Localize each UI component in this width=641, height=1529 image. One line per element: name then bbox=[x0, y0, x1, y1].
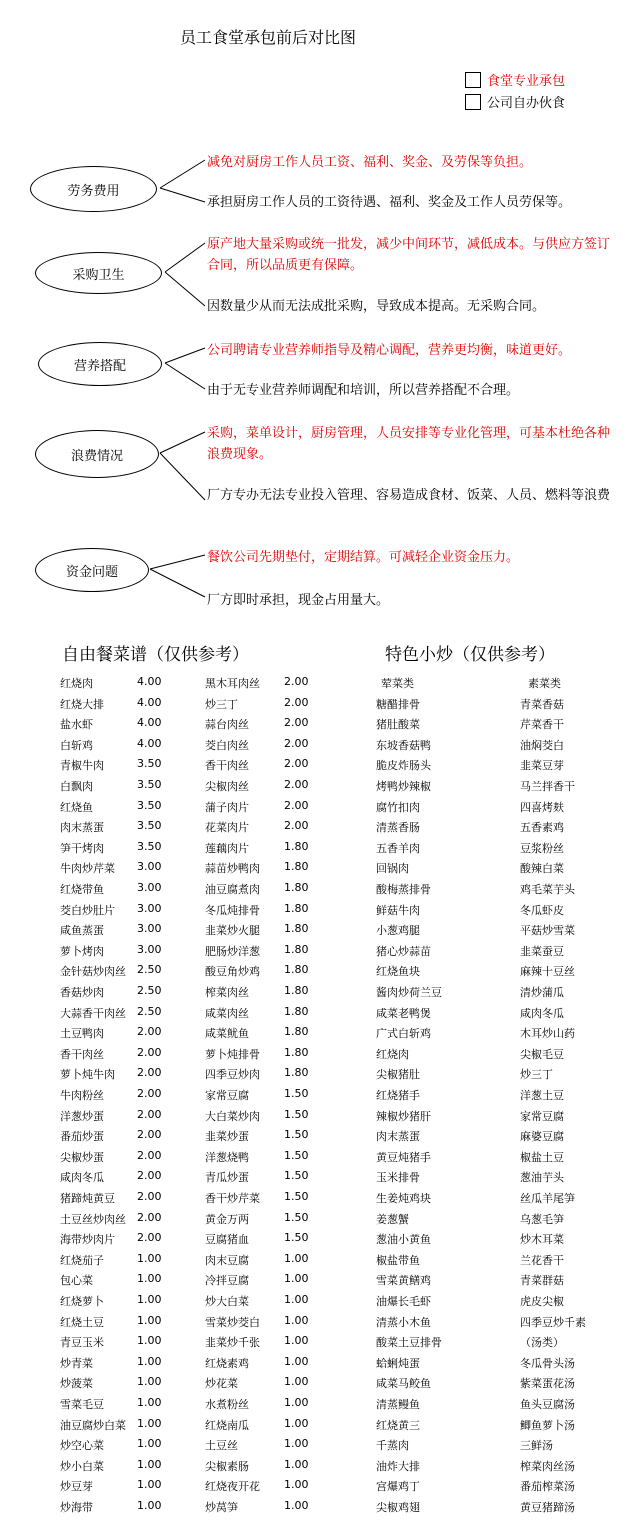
special-meat-item: 蛤蜊炖蛋 bbox=[376, 1357, 420, 1370]
menu-item-price: 1.00 bbox=[284, 1437, 309, 1450]
menu-item-name: 香菇炒肉 bbox=[60, 986, 104, 999]
menu-item-name: 牛肉炒芹菜 bbox=[60, 862, 115, 875]
special-meat-item: 咸菜老鸭煲 bbox=[376, 1007, 431, 1020]
menu-item-name: 红烧土豆 bbox=[60, 1316, 104, 1329]
special-meat-item: 猪心炒蒜苗 bbox=[376, 945, 431, 958]
menu-item-name: 花菜肉片 bbox=[205, 821, 249, 834]
special-veg-item: 四喜烤麸 bbox=[520, 801, 564, 814]
menu-item-name: 炒小白菜 bbox=[60, 1460, 104, 1473]
menu-item-name: 大蒜香干肉丝 bbox=[60, 1007, 126, 1020]
special-meat-item: 葱油小黄鱼 bbox=[376, 1233, 431, 1246]
menu-title: 自由餐菜谱（仅供参考） bbox=[62, 645, 249, 665]
menu-item-price: 2.00 bbox=[284, 675, 309, 688]
menu-item-name: 萝卜炖排骨 bbox=[205, 1048, 260, 1061]
menu-item-price: 1.80 bbox=[284, 860, 309, 873]
menu-item-price: 1.00 bbox=[284, 1458, 309, 1471]
menu-item-price: 2.00 bbox=[284, 696, 309, 709]
meat-header: 荤菜类 bbox=[381, 677, 414, 690]
menu-item-name: 蒲子肉片 bbox=[205, 801, 249, 814]
menu-item-price: 1.50 bbox=[284, 1169, 309, 1182]
menu-item-name: 红烧夜开花 bbox=[205, 1480, 260, 1493]
menu-item-price: 3.00 bbox=[137, 881, 162, 894]
menu-item-price: 1.80 bbox=[284, 1025, 309, 1038]
special-meat-item: 红烧黄三 bbox=[376, 1419, 420, 1432]
special-meat-item: 雪菜黄鳝鸡 bbox=[376, 1274, 431, 1287]
menu-item-name: 肉末蒸蛋 bbox=[60, 821, 104, 834]
topic-oval bbox=[35, 430, 159, 478]
menu-item-name: 炒海带 bbox=[60, 1501, 93, 1514]
special-veg-item: 紫菜蛋花汤 bbox=[520, 1377, 575, 1390]
menu-item-price: 4.00 bbox=[137, 737, 162, 750]
menu-item-name: 咸菜鱿鱼 bbox=[205, 1027, 249, 1040]
menu-item-name: 韭菜炒蛋 bbox=[205, 1130, 249, 1143]
special-veg-item: 榨菜肉丝汤 bbox=[520, 1460, 575, 1473]
special-veg-item: 清炒蒲瓜 bbox=[520, 986, 564, 999]
menu-item-name: 炒莴笋 bbox=[205, 1501, 238, 1514]
menu-item-price: 1.00 bbox=[284, 1252, 309, 1265]
special-title: 特色小炒（仅供参考） bbox=[385, 645, 555, 665]
special-meat-item: 红烧猪手 bbox=[376, 1089, 420, 1102]
special-meat-item: 五香羊肉 bbox=[376, 842, 420, 855]
special-veg-item: （汤类） bbox=[520, 1336, 564, 1349]
menu-item-price: 1.50 bbox=[284, 1128, 309, 1141]
menu-item-price: 3.50 bbox=[137, 799, 162, 812]
special-veg-item: 炒三丁 bbox=[520, 1068, 553, 1081]
menu-item-price: 1.00 bbox=[137, 1334, 162, 1347]
menu-item-name: 榨菜肉丝 bbox=[205, 986, 249, 999]
menu-item-name: 茭白炒肚片 bbox=[60, 904, 115, 917]
menu-item-price: 3.50 bbox=[137, 819, 162, 832]
special-veg-item: 兰花香干 bbox=[520, 1254, 564, 1267]
special-veg-item: 葱油芋头 bbox=[520, 1171, 564, 1184]
special-meat-item: 肉末蒸蛋 bbox=[376, 1130, 420, 1143]
menu-item-name: 青豆玉米 bbox=[60, 1336, 104, 1349]
menu-item-price: 2.50 bbox=[137, 1005, 162, 1018]
menu-item-name: 油豆腐煮肉 bbox=[205, 883, 260, 896]
special-meat-item: 姜葱蟹 bbox=[376, 1213, 409, 1226]
menu-item-name: 红烧茄子 bbox=[60, 1254, 104, 1267]
menu-item-name: 土豆丝炒肉丝 bbox=[60, 1213, 126, 1226]
special-veg-item: 马兰拌香干 bbox=[520, 780, 575, 793]
menu-item-price: 2.00 bbox=[284, 716, 309, 729]
menu-item-price: 1.80 bbox=[284, 840, 309, 853]
menu-item-price: 2.00 bbox=[284, 757, 309, 770]
menu-item-price: 2.50 bbox=[137, 984, 162, 997]
special-meat-item: 猪肚酸菜 bbox=[376, 718, 420, 731]
special-meat-item: 油炸大排 bbox=[376, 1460, 420, 1473]
menu-item-name: 香干肉丝 bbox=[205, 759, 249, 772]
menu-item-price: 3.50 bbox=[137, 778, 162, 791]
menu-item-name: 番茄炒蛋 bbox=[60, 1130, 104, 1143]
special-meat-item: 清蒸小木鱼 bbox=[376, 1316, 431, 1329]
black-connector bbox=[160, 188, 205, 202]
menu-item-name: 包心菜 bbox=[60, 1274, 93, 1287]
special-veg-item: 鱼头豆腐汤 bbox=[520, 1398, 575, 1411]
menu-item-name: 肉末豆腐 bbox=[205, 1254, 249, 1267]
special-veg-item: 三鲜汤 bbox=[520, 1439, 553, 1452]
menu-item-price: 1.00 bbox=[137, 1458, 162, 1471]
self-description: 承担厨房工作人员的工资待遇、福利、奖金及工作人员劳保等。 bbox=[207, 195, 572, 210]
menu-item-name: 猪蹄炖黄豆 bbox=[60, 1192, 115, 1205]
menu-item-price: 1.00 bbox=[137, 1396, 162, 1409]
menu-item-name: 蒜台肉丝 bbox=[205, 718, 249, 731]
self-description: 厂方专办无法专业投入管理、容易造成食材、饭菜、人员、燃料等浪费 bbox=[207, 488, 611, 503]
menu-item-price: 1.00 bbox=[137, 1314, 162, 1327]
contract-description: 公司聘请专业营养师指导及精心调配，营养更均衡，味道更好。 bbox=[207, 343, 572, 358]
menu-item-name: 酸豆角炒鸡 bbox=[205, 965, 260, 978]
menu-item-price: 2.00 bbox=[284, 737, 309, 750]
red-connector bbox=[165, 243, 205, 272]
special-meat-item: 咸菜马鲛鱼 bbox=[376, 1377, 431, 1390]
special-veg-item: 黄豆猪蹄汤 bbox=[520, 1501, 575, 1514]
menu-item-name: 炒菠菜 bbox=[60, 1377, 93, 1390]
menu-item-name: 黄金万两 bbox=[205, 1213, 249, 1226]
contract-description: 减免对厨房工作人员工资、福利、奖金、及劳保等负担。 bbox=[207, 155, 533, 170]
menu-item-price: 1.80 bbox=[284, 963, 309, 976]
special-meat-item: 腐竹扣肉 bbox=[376, 801, 420, 814]
menu-item-name: 雪菜毛豆 bbox=[60, 1398, 104, 1411]
special-meat-item: 酱肉炒荷兰豆 bbox=[376, 986, 442, 999]
menu-item-name: 炒花菜 bbox=[205, 1377, 238, 1390]
special-meat-item: 小葱鸡腿 bbox=[376, 924, 420, 937]
special-meat-item: 红烧肉 bbox=[376, 1048, 409, 1061]
special-meat-item: 油爆长毛虾 bbox=[376, 1295, 431, 1308]
topic-oval bbox=[30, 166, 157, 212]
red-connector bbox=[160, 432, 205, 453]
topic-oval bbox=[35, 548, 149, 592]
menu-item-price: 2.00 bbox=[137, 1128, 162, 1141]
menu-item-name: 肥肠炒洋葱 bbox=[205, 945, 260, 958]
menu-item-name: 萝卜烤肉 bbox=[60, 945, 104, 958]
special-veg-item: 鲫鱼萝卜汤 bbox=[520, 1419, 575, 1432]
special-veg-item: 五香素鸡 bbox=[520, 821, 564, 834]
special-meat-item: 清蒸香肠 bbox=[376, 821, 420, 834]
special-veg-item: 平菇炒雪菜 bbox=[520, 924, 575, 937]
special-meat-item: 椒盐带鱼 bbox=[376, 1254, 420, 1267]
special-meat-item: 黄豆炖猪手 bbox=[376, 1151, 431, 1164]
menu-item-name: 红烧鱼 bbox=[60, 801, 93, 814]
special-veg-item: 虎皮尖椒 bbox=[520, 1295, 564, 1308]
menu-item-name: 炒豆芽 bbox=[60, 1480, 93, 1493]
menu-item-price: 2.00 bbox=[137, 1108, 162, 1121]
menu-item-price: 1.00 bbox=[284, 1334, 309, 1347]
menu-item-name: 茭白肉丝 bbox=[205, 739, 249, 752]
special-meat-item: 广式白斩鸡 bbox=[376, 1027, 431, 1040]
special-veg-item: 咸肉冬瓜 bbox=[520, 1007, 564, 1020]
special-veg-item: 豆浆粉丝 bbox=[520, 842, 564, 855]
menu-item-price: 3.00 bbox=[137, 943, 162, 956]
special-veg-item: 酸辣白菜 bbox=[520, 862, 564, 875]
menu-item-name: 青瓜炒蛋 bbox=[205, 1171, 249, 1184]
menu-item-price: 1.00 bbox=[284, 1293, 309, 1306]
special-veg-item: 麻辣十豆丝 bbox=[520, 965, 575, 978]
menu-item-price: 1.80 bbox=[284, 943, 309, 956]
menu-item-price: 1.50 bbox=[284, 1149, 309, 1162]
menu-item-name: 青椒牛肉 bbox=[60, 759, 104, 772]
menu-item-price: 2.00 bbox=[137, 1149, 162, 1162]
special-meat-item: 东坡香菇鸭 bbox=[376, 739, 431, 752]
special-veg-item: 番茄榨菜汤 bbox=[520, 1480, 575, 1493]
menu-item-price: 1.80 bbox=[284, 881, 309, 894]
menu-item-name: 白斩鸡 bbox=[60, 739, 93, 752]
special-veg-item: 洋葱土豆 bbox=[520, 1089, 564, 1102]
menu-item-price: 1.50 bbox=[284, 1087, 309, 1100]
menu-item-price: 1.00 bbox=[137, 1375, 162, 1388]
menu-item-price: 3.00 bbox=[137, 860, 162, 873]
menu-item-price: 2.00 bbox=[137, 1231, 162, 1244]
special-veg-item: 冬瓜骨头汤 bbox=[520, 1357, 575, 1370]
menu-item-price: 2.00 bbox=[284, 799, 309, 812]
menu-item-price: 2.00 bbox=[137, 1190, 162, 1203]
menu-item-price: 2.00 bbox=[284, 819, 309, 832]
menu-item-price: 4.00 bbox=[137, 696, 162, 709]
menu-item-price: 2.00 bbox=[137, 1211, 162, 1224]
special-veg-item: 炒木耳菜 bbox=[520, 1233, 564, 1246]
special-veg-item: 乌葱毛笋 bbox=[520, 1213, 564, 1226]
special-meat-item: 玉米排骨 bbox=[376, 1171, 420, 1184]
menu-item-name: 尖椒素肠 bbox=[205, 1460, 249, 1473]
menu-item-name: 土豆丝 bbox=[205, 1439, 238, 1452]
connector-lines bbox=[0, 0, 641, 640]
menu-item-price: 1.80 bbox=[284, 902, 309, 915]
special-veg-item: 韭菜蚕豆 bbox=[520, 945, 564, 958]
red-connector bbox=[165, 348, 205, 363]
menu-item-name: 大白菜炒肉 bbox=[205, 1110, 260, 1123]
menu-item-price: 2.50 bbox=[137, 963, 162, 976]
menu-item-price: 1.00 bbox=[137, 1293, 162, 1306]
self-description: 由于无专业营养师调配和培训，所以营养搭配不合理。 bbox=[207, 383, 520, 398]
special-meat-item: 鲜菇牛肉 bbox=[376, 904, 420, 917]
menu-item-price: 1.00 bbox=[284, 1417, 309, 1430]
menu-item-name: 金针菇炒肉丝 bbox=[60, 965, 126, 978]
menu-item-name: 炒三丁 bbox=[205, 698, 238, 711]
topic-label: 营养搭配 bbox=[73, 358, 126, 374]
menu-item-name: 水煮粉丝 bbox=[205, 1398, 249, 1411]
menu-item-name: 咸肉冬瓜 bbox=[60, 1171, 104, 1184]
special-meat-item: 回锅肉 bbox=[376, 862, 409, 875]
menu-item-price: 1.00 bbox=[284, 1375, 309, 1388]
menu-item-price: 1.00 bbox=[137, 1437, 162, 1450]
menu-item-price: 2.00 bbox=[137, 1046, 162, 1059]
special-meat-item: 尖椒鸡翅 bbox=[376, 1501, 420, 1514]
special-meat-item: 清蒸鳗鱼 bbox=[376, 1398, 420, 1411]
special-meat-item: 酸梅蒸排骨 bbox=[376, 883, 431, 896]
menu-item-name: 红烧肉 bbox=[60, 677, 93, 690]
menu-item-name: 炒青菜 bbox=[60, 1357, 93, 1370]
topic-label: 劳务费用 bbox=[67, 183, 120, 199]
special-meat-item: 脆皮炸肠头 bbox=[376, 759, 431, 772]
menu-item-price: 1.00 bbox=[137, 1355, 162, 1368]
special-veg-item: 麻婆豆腐 bbox=[520, 1130, 564, 1143]
menu-item-price: 1.00 bbox=[284, 1396, 309, 1409]
menu-item-name: 四季豆炒肉 bbox=[205, 1068, 260, 1081]
menu-item-name: 炒空心菜 bbox=[60, 1439, 104, 1452]
menu-item-name: 红烧南瓜 bbox=[205, 1419, 249, 1432]
menu-item-price: 1.00 bbox=[284, 1314, 309, 1327]
special-meat-item: 烤鸭炒辣椒 bbox=[376, 780, 431, 793]
menu-item-name: 黑木耳肉丝 bbox=[205, 677, 260, 690]
special-veg-item: 椒盐土豆 bbox=[520, 1151, 564, 1164]
page-title: 员工食堂承包前后对比图 bbox=[180, 28, 357, 47]
special-veg-item: 木耳炒山药 bbox=[520, 1027, 575, 1040]
menu-item-price: 1.80 bbox=[284, 1066, 309, 1079]
menu-item-price: 1.00 bbox=[284, 1478, 309, 1491]
menu-item-name: 海带炒肉片 bbox=[60, 1233, 115, 1246]
menu-item-name: 笋干烤肉 bbox=[60, 842, 104, 855]
menu-item-name: 冬瓜炖排骨 bbox=[205, 904, 260, 917]
menu-item-price: 1.00 bbox=[284, 1355, 309, 1368]
menu-item-name: 萝卜炖牛肉 bbox=[60, 1068, 115, 1081]
menu-item-price: 1.80 bbox=[284, 1005, 309, 1018]
contract-description: 原产地大量采购或统一批发，减少中间环节，减低成本。与供应方签订合同，所以品质更有保障。 bbox=[207, 237, 611, 273]
special-veg-item: 韭菜豆芽 bbox=[520, 759, 564, 772]
menu-item-price: 1.80 bbox=[284, 1046, 309, 1059]
special-meat-item: 红烧鱼块 bbox=[376, 965, 420, 978]
topic-oval bbox=[35, 252, 162, 294]
special-veg-item: 家常豆腐 bbox=[520, 1110, 564, 1123]
menu-item-price: 4.00 bbox=[137, 716, 162, 729]
menu-item-name: 红烧萝卜 bbox=[60, 1295, 104, 1308]
black-connector bbox=[150, 569, 205, 597]
topic-label: 采购卫生 bbox=[72, 267, 125, 283]
black-connector bbox=[160, 453, 205, 500]
menu-item-price: 1.00 bbox=[284, 1272, 309, 1285]
legend-label: 公司自办伙食 bbox=[487, 96, 566, 111]
black-connector bbox=[165, 272, 205, 306]
menu-item-name: 尖椒炒蛋 bbox=[60, 1151, 104, 1164]
menu-item-name: 盐水虾 bbox=[60, 718, 93, 731]
menu-item-name: 牛肉粉丝 bbox=[60, 1089, 104, 1102]
menu-item-price: 1.00 bbox=[284, 1499, 309, 1512]
menu-item-price: 1.00 bbox=[137, 1499, 162, 1512]
menu-item-price: 1.00 bbox=[137, 1478, 162, 1491]
special-veg-item: 尖椒毛豆 bbox=[520, 1048, 564, 1061]
menu-item-name: 红烧带鱼 bbox=[60, 883, 104, 896]
menu-item-price: 3.00 bbox=[137, 902, 162, 915]
menu-item-price: 2.00 bbox=[137, 1066, 162, 1079]
legend-label: 食堂专业承包 bbox=[487, 74, 566, 89]
menu-item-price: 1.50 bbox=[284, 1211, 309, 1224]
menu-item-price: 1.50 bbox=[284, 1231, 309, 1244]
menu-item-price: 1.80 bbox=[284, 984, 309, 997]
menu-item-price: 2.00 bbox=[137, 1169, 162, 1182]
menu-item-price: 3.50 bbox=[137, 840, 162, 853]
special-veg-item: 芹菜香干 bbox=[520, 718, 564, 731]
special-veg-item: 冬瓜虾皮 bbox=[520, 904, 564, 917]
menu-item-name: 莲藕肉片 bbox=[205, 842, 249, 855]
special-meat-item: 生姜炖鸡块 bbox=[376, 1192, 431, 1205]
self-description: 因数量少从而无法成批采购，导致成本提高。无采购合同。 bbox=[207, 299, 546, 314]
menu-item-name: 白飘肉 bbox=[60, 780, 93, 793]
special-veg-item: 青菜群菇 bbox=[520, 1274, 564, 1287]
menu-item-price: 1.00 bbox=[137, 1272, 162, 1285]
topic-oval bbox=[38, 342, 162, 386]
special-meat-item: 尖椒猪肚 bbox=[376, 1068, 420, 1081]
menu-item-price: 1.80 bbox=[284, 922, 309, 935]
menu-item-name: 韭菜炒火腿 bbox=[205, 924, 260, 937]
menu-item-price: 1.50 bbox=[284, 1108, 309, 1121]
menu-item-name: 红烧素鸡 bbox=[205, 1357, 249, 1370]
menu-item-name: 豆腐猪血 bbox=[205, 1233, 249, 1246]
special-veg-item: 丝瓜羊尾笋 bbox=[520, 1192, 575, 1205]
special-meat-item: 辣椒炒猪肝 bbox=[376, 1110, 431, 1123]
menu-item-name: 洋葱烧鸭 bbox=[205, 1151, 249, 1164]
menu-item-price: 3.50 bbox=[137, 757, 162, 770]
menu-item-name: 蒜苗炒鸭肉 bbox=[205, 862, 260, 875]
special-veg-item: 鸡毛菜芋头 bbox=[520, 883, 575, 896]
menu-item-name: 雪菜炒茭白 bbox=[205, 1316, 260, 1329]
special-meat-item: 宫爆鸡丁 bbox=[376, 1480, 420, 1493]
menu-item-name: 红烧大排 bbox=[60, 698, 104, 711]
menu-item-name: 土豆鸭肉 bbox=[60, 1027, 104, 1040]
contract-description: 采购，菜单设计，厨房管理，人员安排等专业化管理，可基本杜绝各种浪费现象。 bbox=[207, 426, 611, 462]
menu-item-price: 1.00 bbox=[137, 1417, 162, 1430]
menu-item-name: 冷拌豆腐 bbox=[205, 1274, 249, 1287]
menu-item-name: 家常豆腐 bbox=[205, 1089, 249, 1102]
red-connector bbox=[150, 555, 205, 569]
menu-item-name: 油豆腐炒白菜 bbox=[60, 1419, 126, 1432]
menu-item-price: 1.50 bbox=[284, 1190, 309, 1203]
special-veg-item: 四季豆炒千素 bbox=[520, 1316, 586, 1329]
menu-item-name: 韭菜炒千张 bbox=[205, 1336, 260, 1349]
self-description: 厂方即时承担，现金占用量大。 bbox=[207, 593, 390, 608]
menu-item-name: 咸鱼蒸蛋 bbox=[60, 924, 104, 937]
menu-item-price: 3.00 bbox=[137, 922, 162, 935]
menu-item-name: 香干炒芹菜 bbox=[205, 1192, 260, 1205]
topic-label: 浪费情况 bbox=[70, 448, 123, 464]
special-veg-item: 青菜香菇 bbox=[520, 698, 564, 711]
menu-item-price: 2.00 bbox=[284, 778, 309, 791]
special-meat-item: 糖醋排骨 bbox=[376, 698, 420, 711]
contract-description: 餐饮公司先期垫付，定期结算。可减轻企业资金压力。 bbox=[207, 550, 520, 565]
menu-item-price: 2.00 bbox=[137, 1025, 162, 1038]
menu-item-price: 4.00 bbox=[137, 675, 162, 688]
menu-item-name: 香干肉丝 bbox=[60, 1048, 104, 1061]
menu-item-price: 1.00 bbox=[137, 1252, 162, 1265]
topic-label: 资金问题 bbox=[65, 564, 118, 580]
special-veg-item: 油焖茭白 bbox=[520, 739, 564, 752]
menu-item-name: 洋葱炒蛋 bbox=[60, 1110, 104, 1123]
special-meat-item: 酸菜土豆排骨 bbox=[376, 1336, 442, 1349]
special-meat-item: 千蒸肉 bbox=[376, 1439, 409, 1452]
veg-header: 素菜类 bbox=[528, 677, 561, 690]
menu-item-name: 尖椒肉丝 bbox=[205, 780, 249, 793]
menu-item-price: 2.00 bbox=[137, 1087, 162, 1100]
black-connector bbox=[165, 363, 205, 389]
menu-item-name: 炒大白菜 bbox=[205, 1295, 249, 1308]
menu-item-name: 咸菜肉丝 bbox=[205, 1007, 249, 1020]
red-connector bbox=[160, 160, 205, 188]
